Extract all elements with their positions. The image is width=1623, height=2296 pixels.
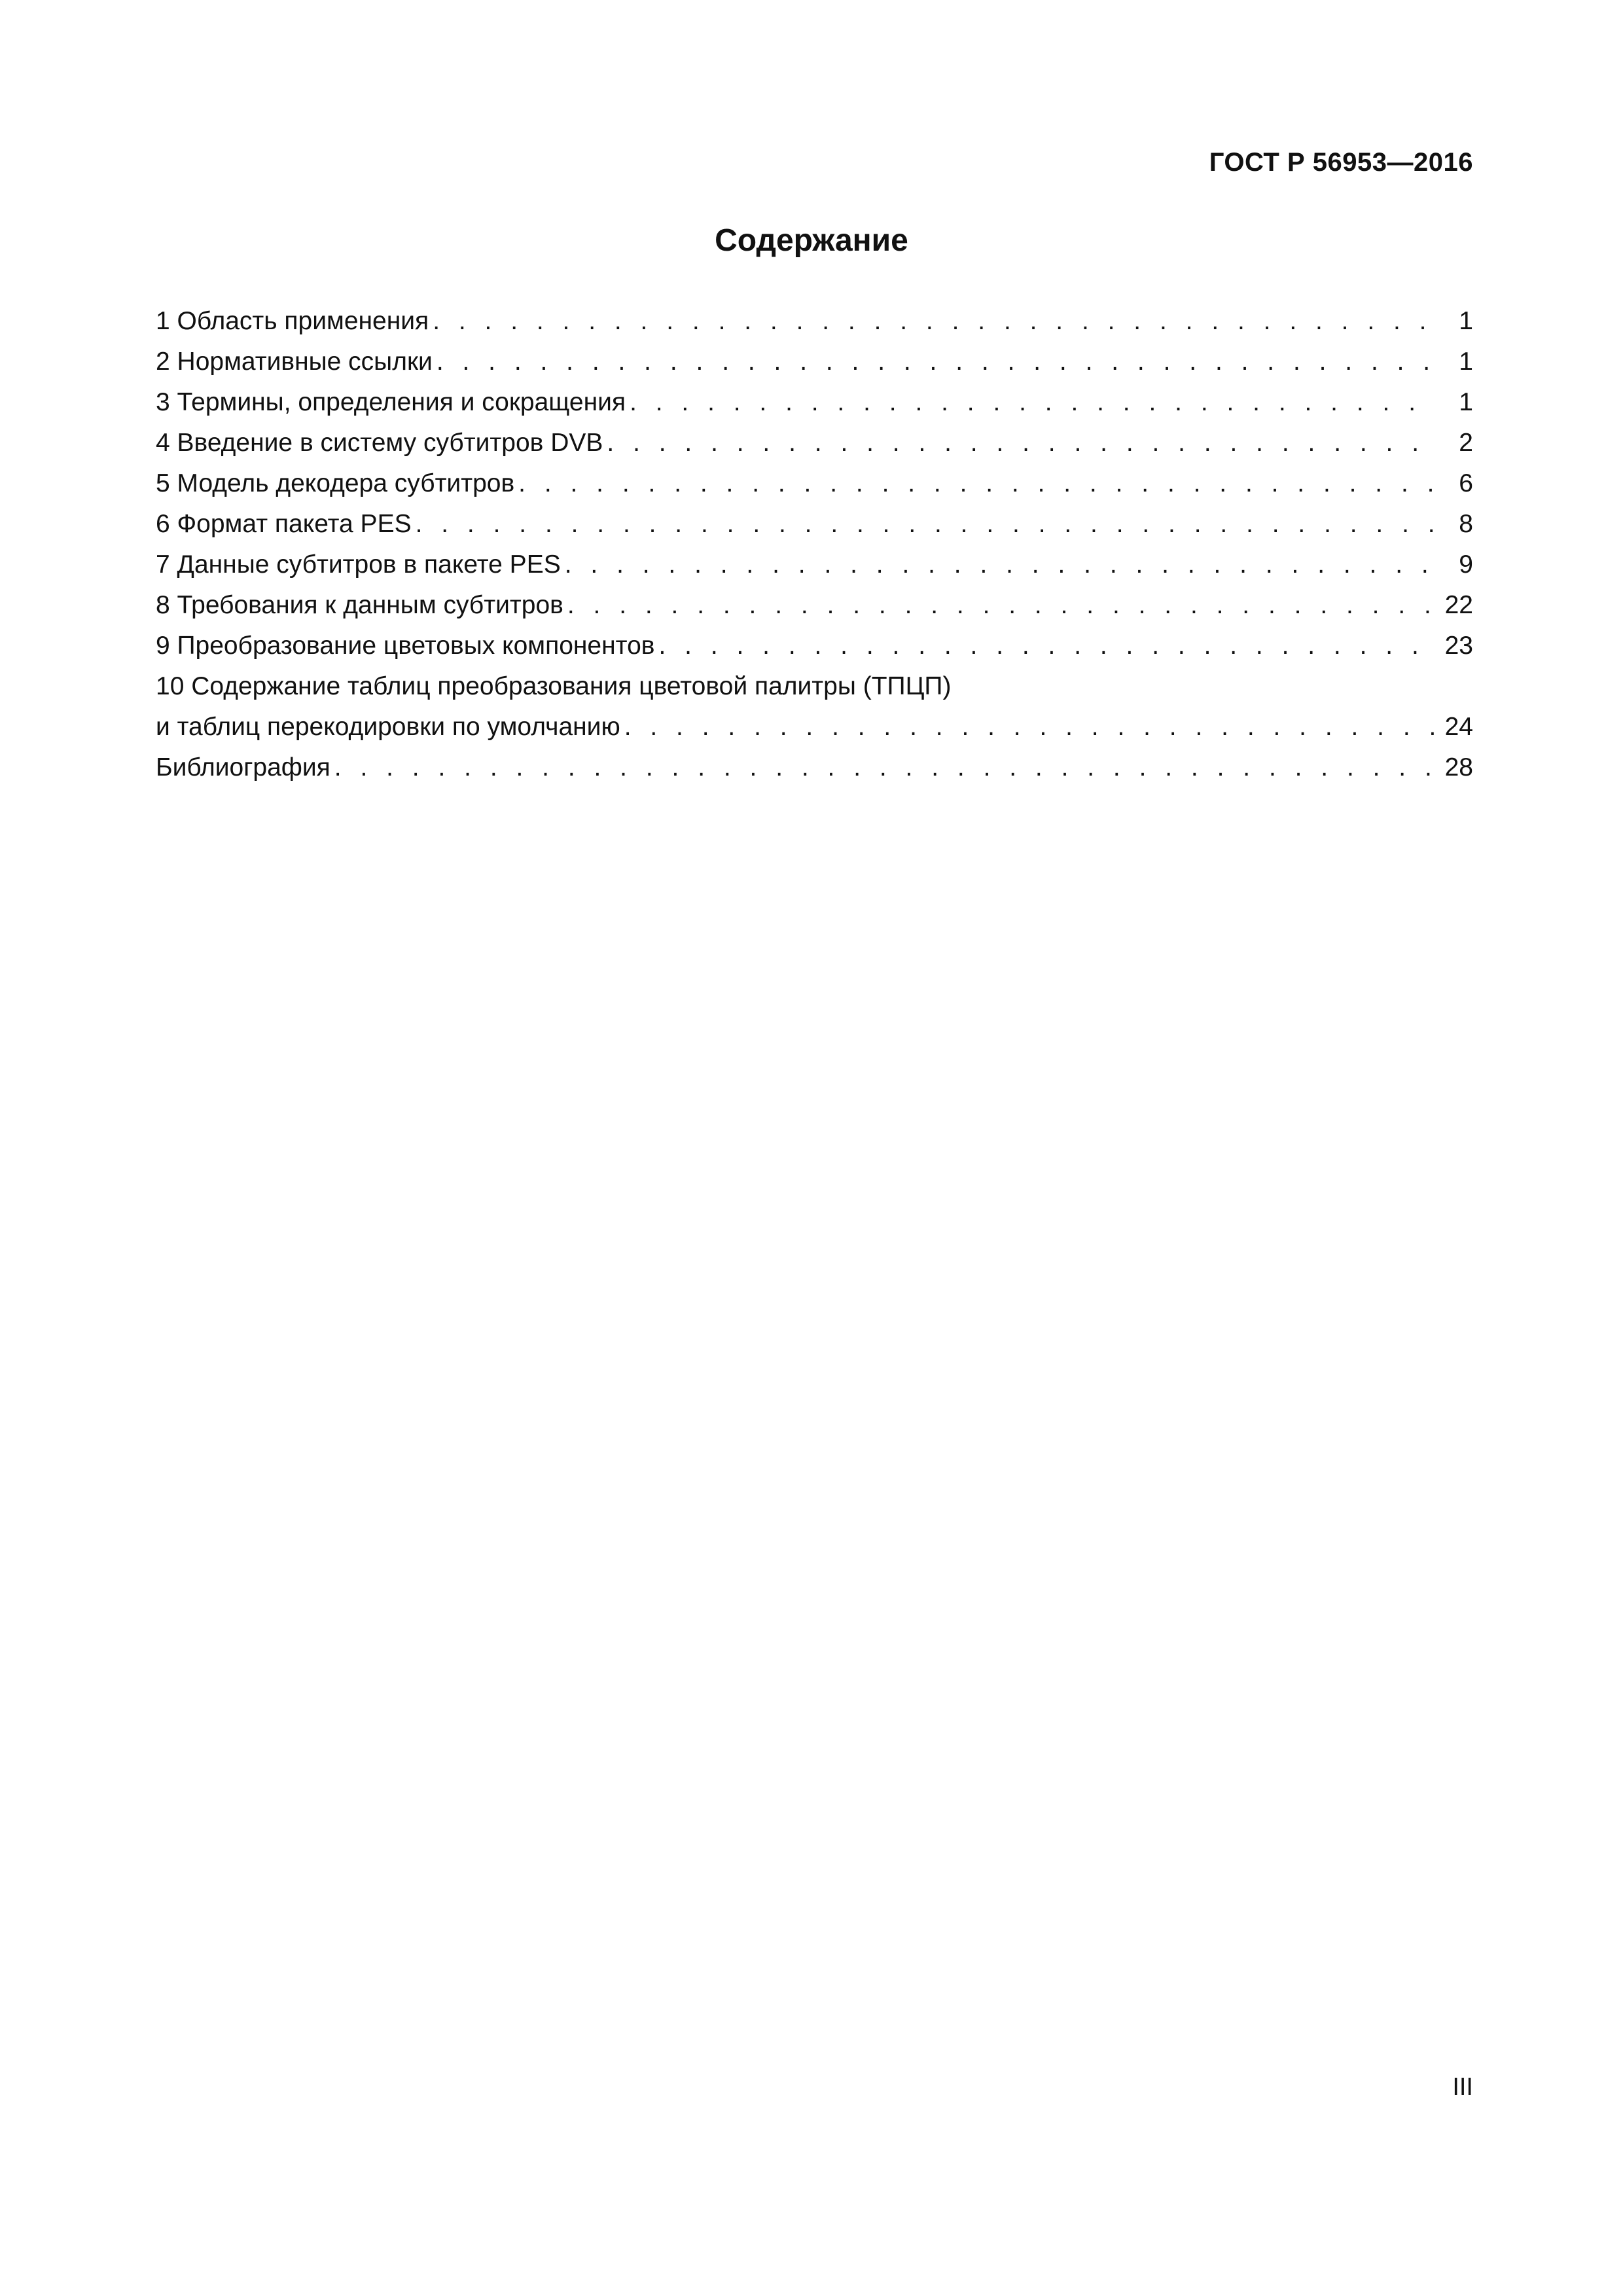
toc-page-number: 1 bbox=[1459, 348, 1473, 376]
toc-leader-dots bbox=[565, 545, 1436, 585]
toc-entry-text: 3 Термины, определения и сокращения bbox=[156, 388, 626, 416]
toc-entry-line bbox=[156, 666, 1473, 707]
toc-entry-decoder-model[interactable] bbox=[156, 463, 1473, 504]
toc-entry-introduction[interactable] bbox=[156, 423, 1473, 463]
toc-entry-text: 4 Введение в систему субтитров DVB bbox=[156, 429, 603, 457]
toc-leader-dots bbox=[630, 382, 1436, 423]
toc-leader-dots bbox=[433, 301, 1436, 342]
toc-page-number: 1 bbox=[1459, 388, 1473, 416]
toc-entry-requirements[interactable] bbox=[156, 585, 1473, 626]
toc-leader-dots bbox=[518, 463, 1436, 504]
toc-leader-dots bbox=[334, 747, 1436, 788]
toc-page-number: 23 bbox=[1444, 632, 1473, 660]
toc-entry-line bbox=[156, 707, 1473, 747]
toc-entry-terms[interactable] bbox=[156, 382, 1473, 423]
toc-leader-dots bbox=[607, 423, 1436, 463]
toc-entry-text: 8 Требования к данным субтитров bbox=[156, 591, 563, 619]
toc-entry-text: 5 Модель декодера субтитров bbox=[156, 469, 515, 497]
toc-entry-text: 9 Преобразование цветовых компонентов bbox=[156, 632, 655, 660]
page-number: III bbox=[1452, 2073, 1473, 2101]
toc-page-number: 6 bbox=[1459, 469, 1473, 497]
toc-entry-scope[interactable] bbox=[156, 301, 1473, 342]
toc-entry-bibliography[interactable] bbox=[156, 747, 1473, 788]
standard-code: ГОСТ Р 56953—2016 bbox=[1209, 148, 1473, 177]
toc-page-number: 24 bbox=[1444, 713, 1473, 741]
toc-entry-subtitle-data[interactable] bbox=[156, 545, 1473, 585]
toc-entry-color-conversion[interactable] bbox=[156, 626, 1473, 666]
toc-page-number: 9 bbox=[1459, 550, 1473, 579]
toc-entry-text: 10 Содержание таблиц преобразования цветовой палитры (ТПЦП) bbox=[156, 672, 952, 700]
toc-leader-dots bbox=[437, 342, 1436, 382]
toc-entry-text: 2 Нормативные ссылки bbox=[156, 348, 433, 376]
toc-page-number: 22 bbox=[1444, 591, 1473, 619]
toc-page-number: 28 bbox=[1444, 753, 1473, 781]
toc-entry-normative-references[interactable] bbox=[156, 342, 1473, 382]
toc-entry-text: 6 Формат пакета PES bbox=[156, 510, 412, 538]
toc-entry-pes-format[interactable] bbox=[156, 504, 1473, 545]
toc-leader-dots bbox=[658, 626, 1436, 666]
toc-leader-dots bbox=[567, 585, 1436, 626]
toc-page-number: 2 bbox=[1459, 429, 1473, 457]
toc-entry-text: и таблиц перекодировки по умолчанию bbox=[156, 713, 620, 741]
toc-page-number: 8 bbox=[1459, 510, 1473, 538]
toc-leader-dots bbox=[416, 504, 1436, 545]
toc-entry-text: 7 Данные субтитров в пакете PES bbox=[156, 550, 561, 579]
toc-title: Содержание bbox=[715, 223, 908, 258]
toc-entry-text: Библиография bbox=[156, 753, 330, 781]
toc-entry-text: 1 Область применения bbox=[156, 307, 429, 335]
toc-leader-dots bbox=[624, 707, 1436, 747]
toc-entry-clut-tables[interactable] bbox=[156, 666, 1473, 747]
table-of-contents bbox=[156, 301, 1473, 788]
toc-page-number: 1 bbox=[1459, 307, 1473, 335]
